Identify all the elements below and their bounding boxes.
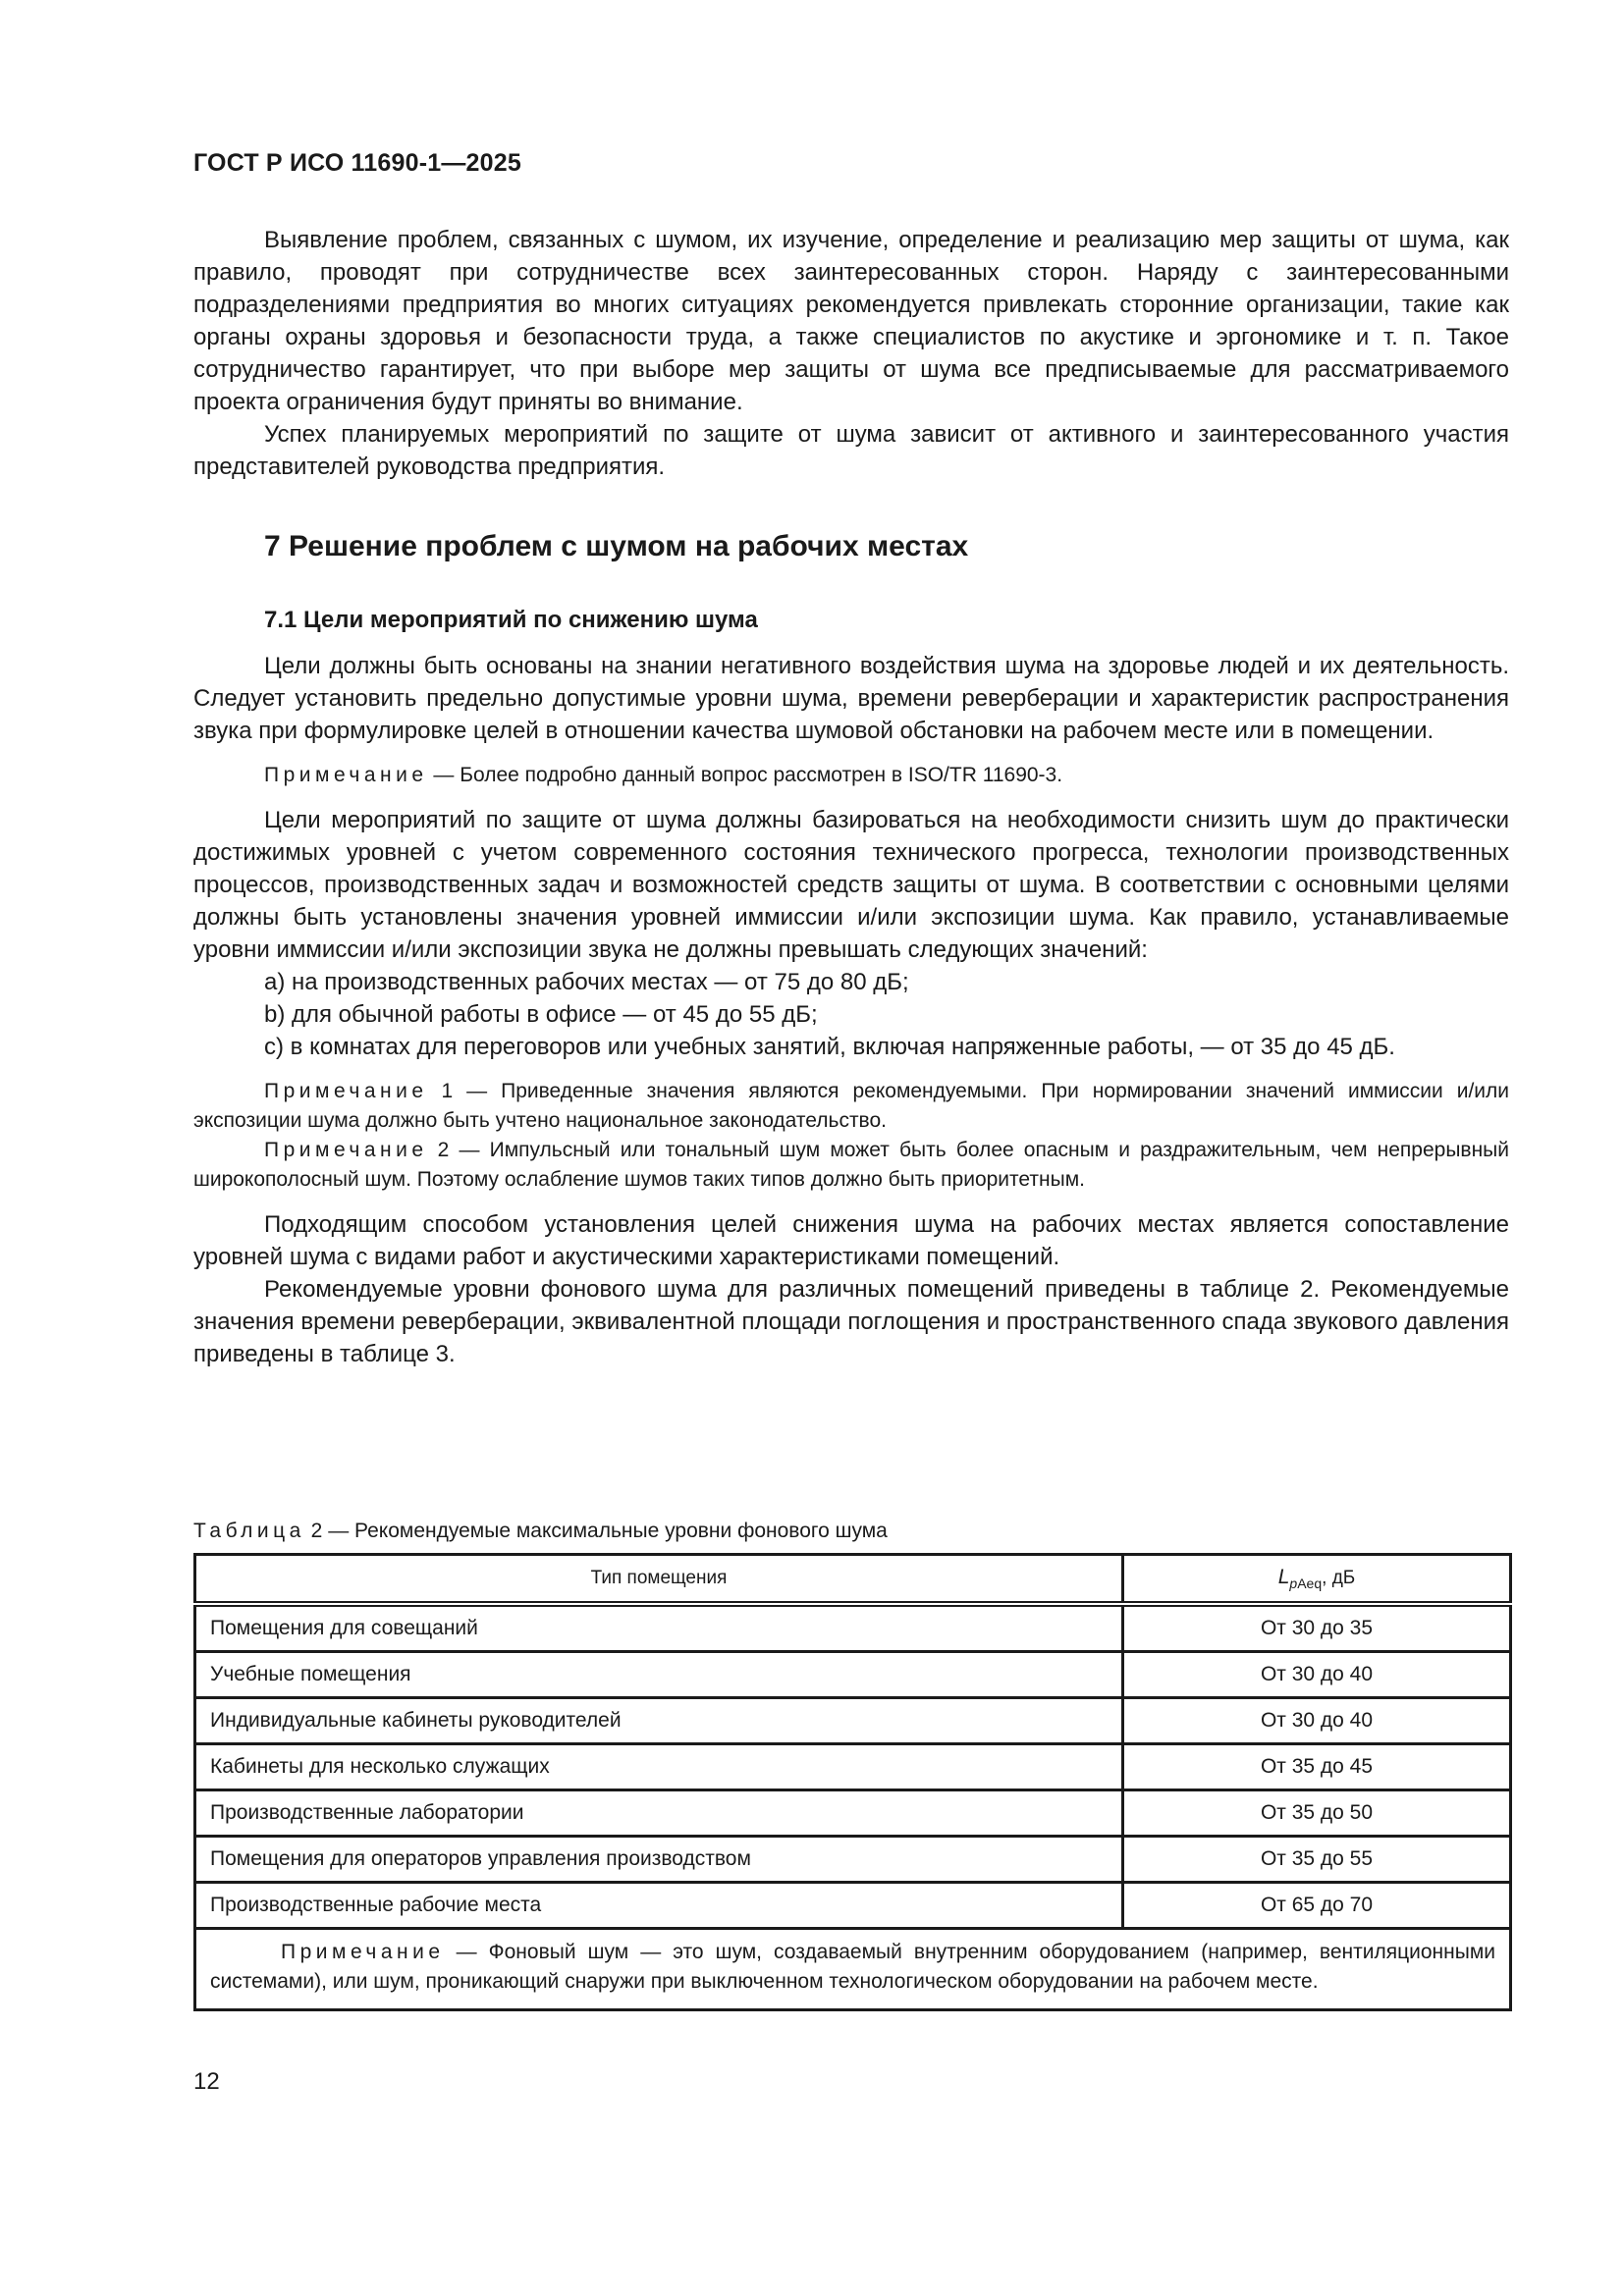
room-cell: Помещения для совещаний xyxy=(195,1604,1123,1652)
room-cell: Производственные рабочие места xyxy=(195,1883,1123,1929)
goals-paragraph-4: Рекомендуемые уровни фонового шума для различных помещений приведены в таблице 2. Рекомендуемые значения времени реверберации, эквивалентной площади поглощения и пространственного спада звукового давления приведены в таблице 3. xyxy=(193,1276,1509,1367)
room-cell: Производственные лаборатории xyxy=(195,1790,1123,1837)
list-item-b: b) для обычной работы в офисе — от 45 до 55 дБ; xyxy=(264,1001,818,1028)
table-row xyxy=(195,1883,1511,1929)
table-row xyxy=(195,1744,1511,1790)
table-note xyxy=(195,1929,1511,2010)
section-title: 7 Решение проблем с шумом на рабочих местах xyxy=(264,530,969,562)
table-caption-label: Таблица xyxy=(193,1520,305,1542)
note-label: Примечание xyxy=(264,1080,428,1102)
intro-paragraph-1: Выявление проблем, связанных с шумом, их изучение, определение и реализацию мер защиты от шума, как правило, проводят при сотрудничестве всех заинтересованных сторон. Наряду с заинтересованными подразделениями предприятия во многих ситуациях рекомендуется привлекать сторонние организации, такие как органы охраны здоровья и безопасности труда, а также специалистов по акустике и эргономике и т. п. Такое сотрудничество гарантирует, что при выборе мер защиты от шума все предписываемые для рассматриваемого проекта ограничения будут приняты во внимание. xyxy=(193,227,1509,415)
table-caption xyxy=(193,1518,1509,1545)
table-row xyxy=(195,1652,1511,1698)
table-row xyxy=(195,1604,1511,1652)
goals-paragraph-3: Подходящим способом установления целей снижения шума на рабочих местах является сопоставление уровней шума с видами работ и акустическими характеристиками помещений. xyxy=(193,1211,1509,1270)
section-7 xyxy=(193,530,1509,563)
page-number: 12 xyxy=(193,2068,220,2095)
note-2 xyxy=(193,1136,1509,1195)
note-label: Примечание xyxy=(264,764,428,786)
level-cell: От 30 до 40 xyxy=(1123,1698,1511,1744)
note-text: 1 — Приведенные значения являются рекомендуемыми. При нормировании значений иммиссии и/или экспозиции шума должно быть учтено национальное законодательство. xyxy=(193,1080,1509,1132)
note-label: Примечание xyxy=(281,1941,445,1963)
list-item-c: c) в комнатах для переговоров или учебных занятий, включая напряженные работы, — от 35 до 45 дБ. xyxy=(264,1034,1395,1060)
list-item-a: a) на производственных рабочих местах — от 75 до 80 дБ; xyxy=(264,969,909,995)
note-1 xyxy=(193,1077,1509,1136)
level-cell: От 35 до 45 xyxy=(1123,1744,1511,1790)
table-row xyxy=(195,1790,1511,1837)
level-cell: От 35 до 50 xyxy=(1123,1790,1511,1837)
level-cell: От 35 до 55 xyxy=(1123,1837,1511,1883)
note-text: — Фоновый шум — это шум, создаваемый внутренним оборудованием (например, вентиляционными системами), или шум, проникающий снаружи при выключенном технологическом оборудовании на рабочем месте. xyxy=(210,1941,1495,1993)
note-label: Примечание xyxy=(264,1139,428,1161)
table-2-block xyxy=(193,1518,1509,2011)
note-iso-tr xyxy=(193,761,1509,790)
header-level: $L_{pAeq}$, дБ xyxy=(1123,1555,1511,1605)
level-cell: От 30 до 40 xyxy=(1123,1652,1511,1698)
room-cell: Индивидуальные кабинеты руководителей xyxy=(195,1698,1123,1744)
room-cell: Учебные помещения xyxy=(195,1652,1123,1698)
intro-paragraph-2: Успех планируемых мероприятий по защите от шума зависит от активного и заинтересованного участия представителей руководства предприятия. xyxy=(193,421,1509,480)
background-noise-table xyxy=(193,1553,1512,2011)
table-row xyxy=(195,1837,1511,1883)
level-cell: От 65 до 70 xyxy=(1123,1883,1511,1929)
room-cell: Помещения для операторов управления производством xyxy=(195,1837,1123,1883)
room-cell: Кабинеты для несколько служащих xyxy=(195,1744,1123,1790)
note-text: 2 — Импульсный или тональный шум может быть более опасным и раздражительным, чем непрерывный широкополосный шум. Поэтому ослабление шумов таких типов должно быть приоритетным. xyxy=(193,1139,1509,1191)
intro-section xyxy=(193,224,1509,483)
header-room-type: Тип помещения xyxy=(195,1555,1123,1605)
level-cell: От 30 до 35 xyxy=(1123,1604,1511,1652)
subsection-7-1 xyxy=(193,607,1509,634)
goals-paragraph-1: Цели должны быть основаны на знании негативного воздействия шума на здоровье людей и их деятельность. Следует установить предельно допустимые уровни шума, времени реверберации и характеристик распространения звука при формулировке целей в отношении качества шумовой обстановки на рабочем месте или в помещении. xyxy=(193,653,1509,744)
goals-paragraph-2: Цели мероприятий по защите от шума должны базироваться на необходимости снизить шум до практически достижимых уровней с учетом современного состояния технического прогресса, технологии производственных процессов, производственных задач и возможностей средств защиты от шума. В соответствии с основными целями должны быть установлены значения уровней иммиссии и/или экспозиции шума. Как правило, устанавливаемые уровни иммиссии и/или экспозиции звука не должны превышать следующих значений: xyxy=(193,807,1509,963)
table-caption-text: 2 — Рекомендуемые максимальные уровни фонового шума xyxy=(304,1520,888,1542)
note-text: — Более подробно данный вопрос рассмотрен в ISO/TR 11690-3. xyxy=(427,764,1063,786)
subsection-body xyxy=(193,650,1509,1370)
subsection-title: 7.1 Цели мероприятий по снижению шума xyxy=(264,607,758,633)
table-note-row xyxy=(195,1929,1511,2010)
table-header-row xyxy=(195,1555,1511,1605)
document-header: ГОСТ Р ИСО 11690-1—2025 xyxy=(193,149,521,177)
table-row xyxy=(195,1698,1511,1744)
